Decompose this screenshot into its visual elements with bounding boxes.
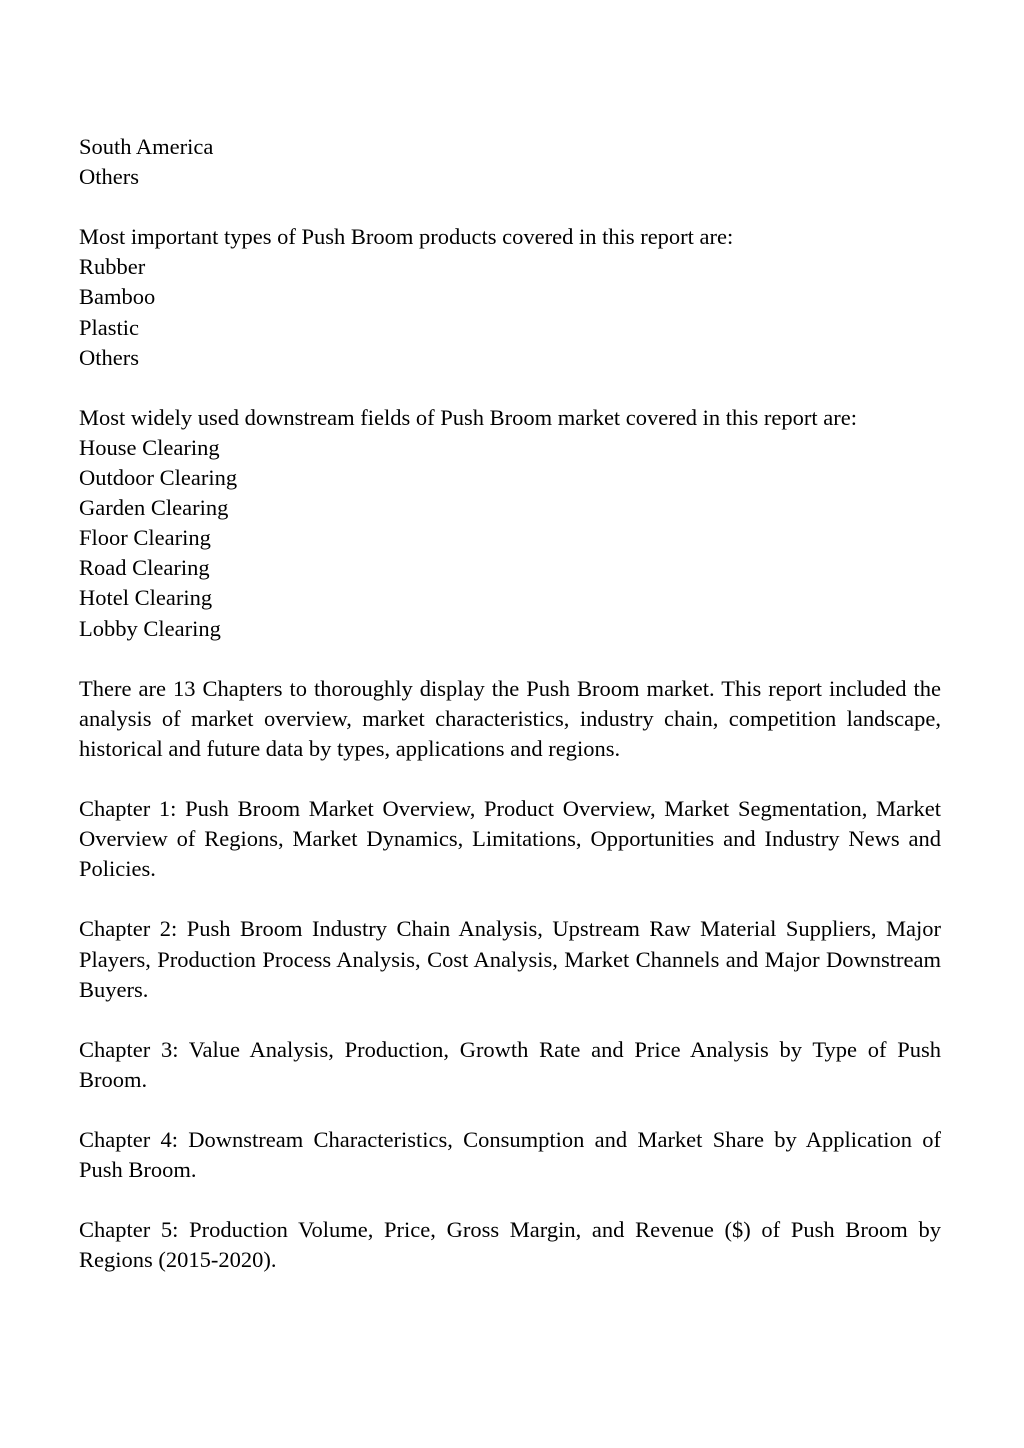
chapter-2-paragraph: Chapter 2: Push Broom Industry Chain Analysis, Upstream Raw Material Suppliers, Major Players, Production Process Analysis, Cost Analysis, Market Channels and Major Downstream Buyers.: [79, 916, 941, 1002]
product-types-section: [79, 222, 941, 372]
list-item: Plastic: [79, 314, 139, 340]
regions-list: [79, 132, 941, 192]
chapter-5-paragraph: Chapter 5: Production Volume, Price, Gross Margin, and Revenue ($) of Push Broom by Regions (2015-2020).: [79, 1217, 941, 1273]
list-item: Garden Clearing: [79, 495, 229, 521]
list-item: Floor Clearing: [79, 525, 211, 551]
chapter-3-paragraph: Chapter 3: Value Analysis, Production, Growth Rate and Price Analysis by Type of Push Broom.: [79, 1036, 941, 1092]
chapter-4-paragraph: Chapter 4: Downstream Characteristics, Consumption and Market Share by Application of Push Broom.: [79, 1127, 941, 1183]
list-item: Road Clearing: [79, 555, 210, 581]
product-types-heading: Most important types of Push Broom products covered in this report are:: [79, 224, 734, 250]
list-item: Others: [79, 344, 139, 370]
list-item: Others: [79, 164, 139, 190]
list-item: Outdoor Clearing: [79, 465, 238, 491]
list-item: Bamboo: [79, 284, 156, 310]
document-page: [79, 132, 941, 1306]
chapter-1-paragraph: Chapter 1: Push Broom Market Overview, Product Overview, Market Segmentation, Market Overview of Regions, Market Dynamics, Limitations, Opportunities and Industry News and Policies.: [79, 796, 941, 882]
list-item: South America: [79, 134, 214, 159]
list-item: Rubber: [79, 254, 146, 280]
list-item: House Clearing: [79, 434, 220, 460]
applications-heading: Most widely used downstream fields of Push Broom market covered in this report are:: [79, 404, 857, 430]
list-item: Lobby Clearing: [79, 615, 221, 641]
list-item: Hotel Clearing: [79, 585, 213, 611]
overview-paragraph: There are 13 Chapters to thoroughly display the Push Broom market. This report included the analysis of market overview, market characteristics, industry chain, competition landscape, historical and future data by types, applications and regions.: [79, 675, 941, 761]
applications-section: [79, 403, 941, 644]
